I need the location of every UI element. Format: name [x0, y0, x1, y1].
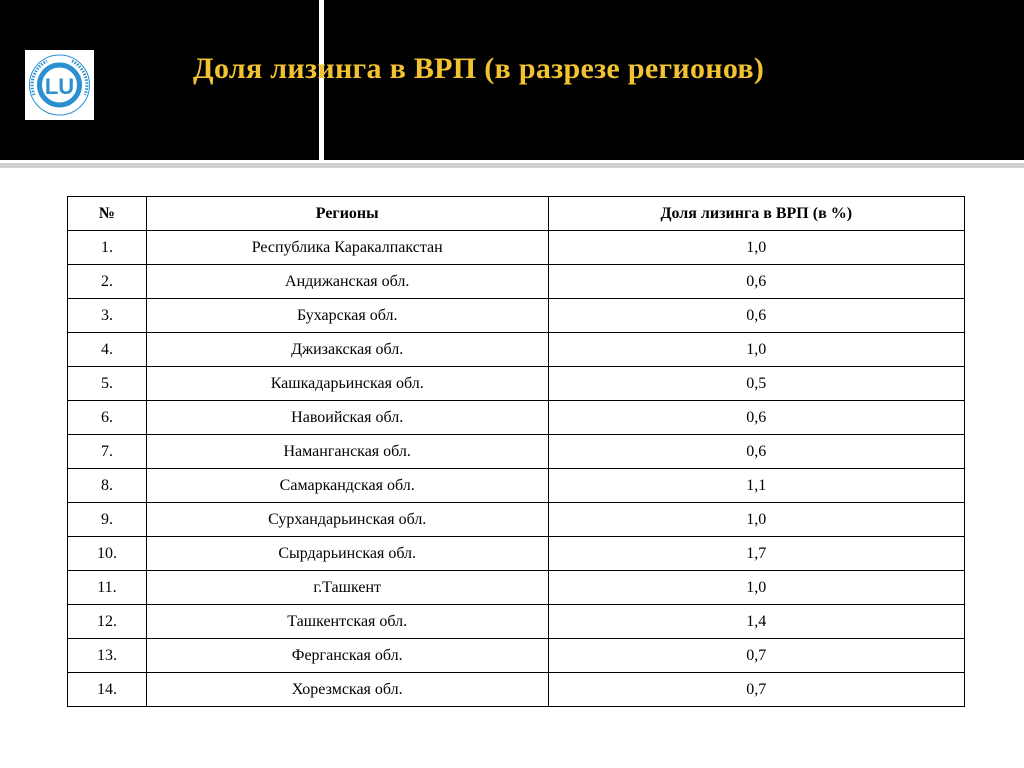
table-row: [68, 265, 965, 299]
row-number: 9.: [68, 503, 147, 537]
row-number: 13.: [68, 639, 147, 673]
table-row: [68, 299, 965, 333]
row-share: 1,1: [548, 469, 965, 503]
row-number: 6.: [68, 401, 147, 435]
row-region: Наманганская обл.: [146, 435, 548, 469]
row-number: 7.: [68, 435, 147, 469]
row-region: Джизакская обл.: [146, 333, 548, 367]
row-share: 0,5: [548, 367, 965, 401]
row-region: Сурхандарьинская обл.: [146, 503, 548, 537]
row-share: 0,7: [548, 639, 965, 673]
row-number: 3.: [68, 299, 147, 333]
row-region: Ферганская обл.: [146, 639, 548, 673]
header-region: Регионы: [146, 197, 548, 231]
table-row: [68, 231, 965, 265]
row-region: Самаркандская обл.: [146, 469, 548, 503]
table-row: [68, 469, 965, 503]
header-shadow: [0, 163, 1024, 168]
row-region: Кашкадарьинская обл.: [146, 367, 548, 401]
row-region: Бухарская обл.: [146, 299, 548, 333]
table-row: [68, 605, 965, 639]
table-row: [68, 367, 965, 401]
lu-logo-icon: [25, 50, 94, 120]
row-number: 12.: [68, 605, 147, 639]
row-number: 11.: [68, 571, 147, 605]
row-number: 8.: [68, 469, 147, 503]
row-number: 10.: [68, 537, 147, 571]
row-share: 0,6: [548, 435, 965, 469]
table-row: [68, 639, 965, 673]
row-region: Ташкентская обл.: [146, 605, 548, 639]
row-share: 1,4: [548, 605, 965, 639]
leasing-share-table: [67, 196, 965, 707]
row-number: 2.: [68, 265, 147, 299]
table-row: [68, 435, 965, 469]
row-share: 0,6: [548, 265, 965, 299]
row-region: Хорезмская обл.: [146, 673, 548, 707]
row-share: 1,0: [548, 231, 965, 265]
row-region: Андижанская обл.: [146, 265, 548, 299]
row-number: 4.: [68, 333, 147, 367]
row-share: 1,0: [548, 503, 965, 537]
table-row: [68, 503, 965, 537]
table-row: [68, 333, 965, 367]
row-region: Республика Каракалпакстан: [146, 231, 548, 265]
table-row: [68, 401, 965, 435]
row-region: Сырдарьинская обл.: [146, 537, 548, 571]
row-region: Навоийская обл.: [146, 401, 548, 435]
header-share: Доля лизинга в ВРП (в %): [548, 197, 965, 231]
logo-letters: LU: [44, 74, 75, 99]
table-row: [68, 537, 965, 571]
table-row: [68, 571, 965, 605]
row-share: 1,0: [548, 333, 965, 367]
table-row: [68, 673, 965, 707]
row-number: 1.: [68, 231, 147, 265]
row-region: г.Ташкент: [146, 571, 548, 605]
row-share: 0,7: [548, 673, 965, 707]
table-header-row: [68, 197, 965, 231]
row-share: 1,7: [548, 537, 965, 571]
page-title: Доля лизинга в ВРП (в разрезе регионов): [193, 52, 765, 85]
header-number: №: [68, 197, 147, 231]
row-share: 0,6: [548, 299, 965, 333]
row-number: 5.: [68, 367, 147, 401]
row-share: 0,6: [548, 401, 965, 435]
row-share: 1,0: [548, 571, 965, 605]
row-number: 14.: [68, 673, 147, 707]
